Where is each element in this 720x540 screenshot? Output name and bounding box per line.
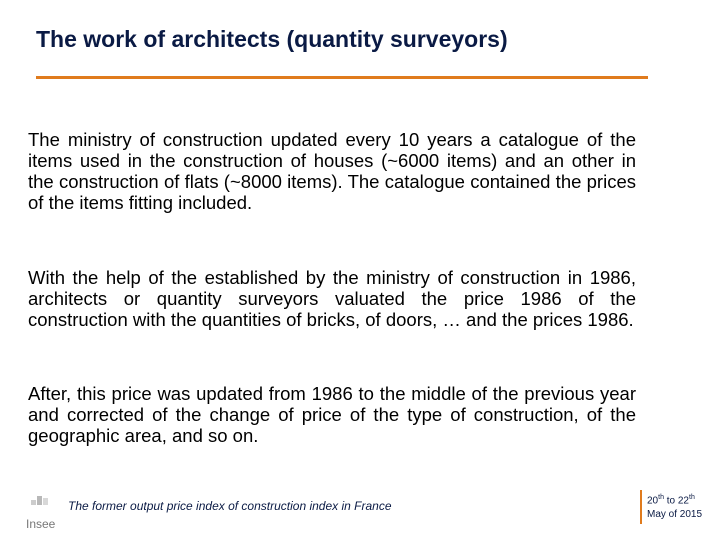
title-rule bbox=[36, 76, 648, 79]
slide-title: The work of architects (quantity surveyors) bbox=[36, 26, 508, 52]
date-day-end: 22 bbox=[677, 495, 689, 507]
footer-caption: The former output price index of construction index in France bbox=[68, 499, 392, 513]
date-range-line bbox=[647, 491, 702, 508]
paragraph-catalogue: The ministry of construction updated every 10 years a catalogue of the items used in the construction of houses (~6000 items) and an other in the construction of flats (~8000 items). The catalogue contained the prices of the items fitting included. bbox=[28, 129, 636, 213]
paragraph-valuation: With the help of the established by the ministry of construction in 1986, architects or quantity surveyors valuated the price 1986 of the construction with the quantities of bricks, of doors, … and the prices 1986. bbox=[28, 267, 636, 330]
date-month-year: May of 2015 bbox=[647, 509, 703, 521]
date-day-start-suffix: th bbox=[658, 494, 664, 501]
date-to: to bbox=[663, 495, 678, 507]
insee-logo bbox=[24, 494, 64, 534]
insee-logo-text: Insee bbox=[26, 517, 56, 531]
paragraph-update: After, this price was updated from 1986 to the middle of the previous year and corrected of the change of price of the type of construction, of the geographic area, and so on. bbox=[28, 383, 636, 446]
date-day-start: 20 bbox=[647, 495, 659, 507]
footer-date bbox=[647, 491, 702, 522]
date-day-end-suffix: th bbox=[689, 494, 695, 501]
footer-divider bbox=[640, 490, 642, 524]
